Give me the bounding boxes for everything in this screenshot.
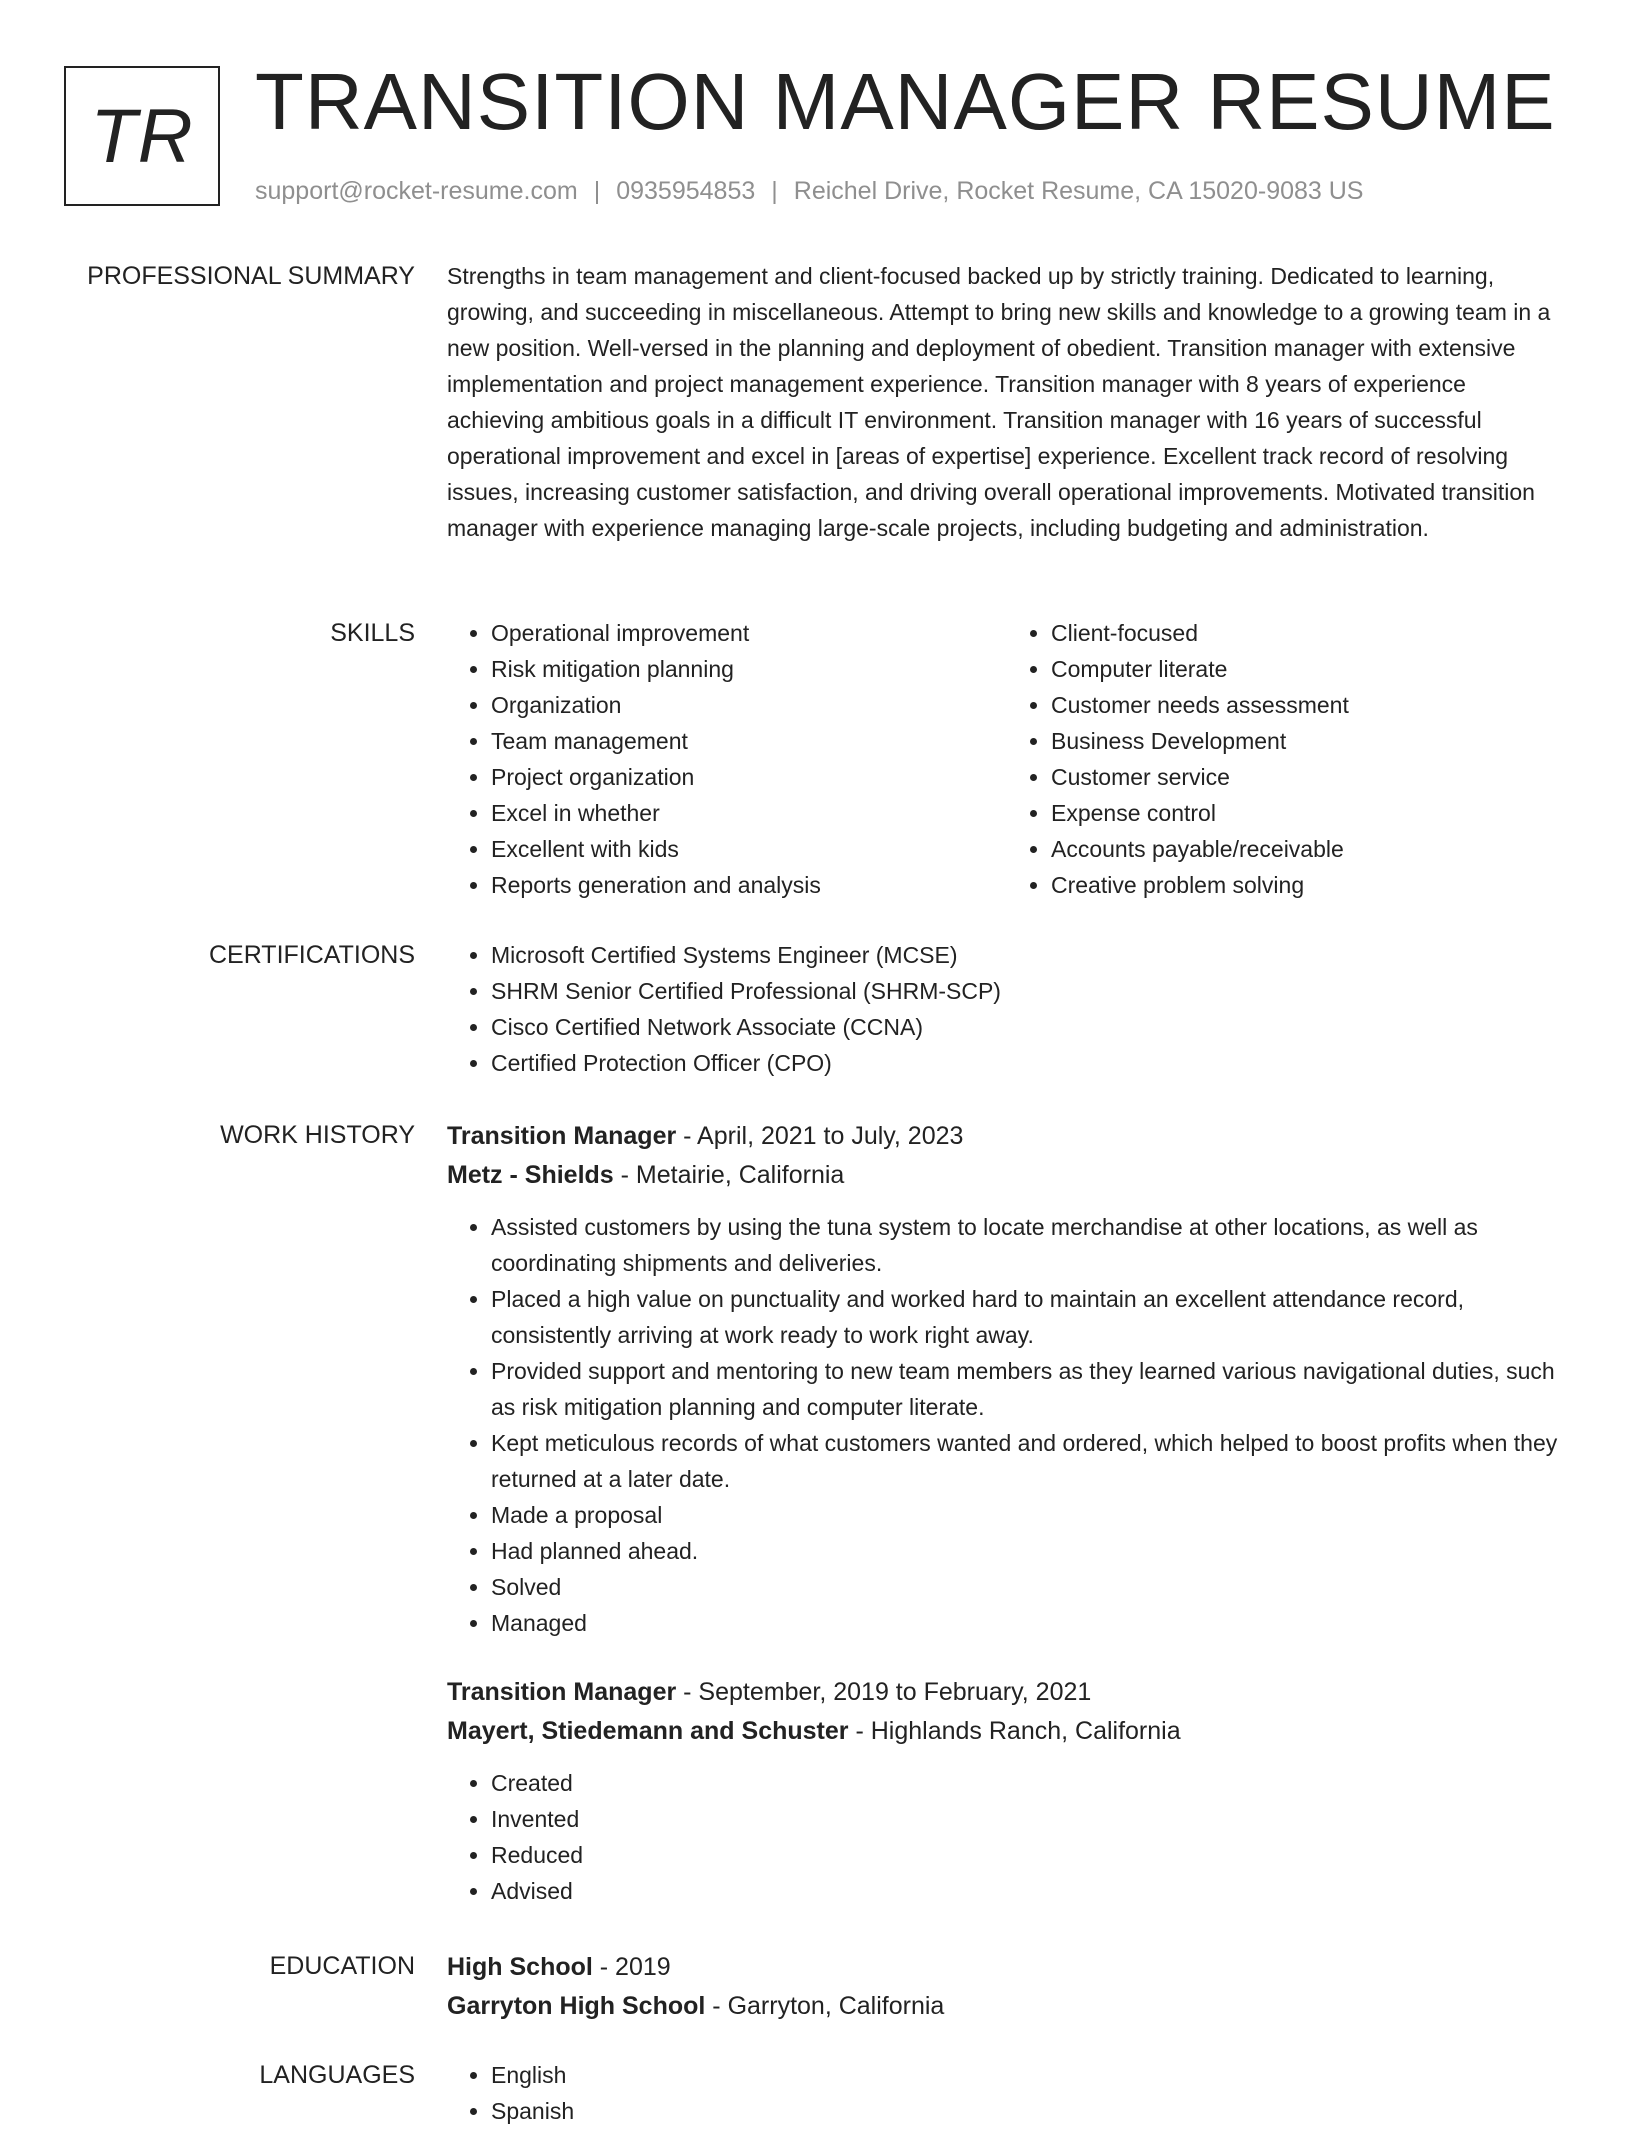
list-item: • Operational improvement <box>491 615 1007 651</box>
list-item: • Made a proposal <box>491 1497 1567 1533</box>
list-item: • Customer needs assessment <box>1051 687 1567 723</box>
list-item: • Customer service <box>1051 759 1567 795</box>
job-title: Transition Manager <box>447 1678 677 1706</box>
contact-phone: 0935954853 <box>616 177 756 205</box>
list-item: • Spanish <box>491 2093 1567 2129</box>
education-school-line <box>447 1987 1567 2026</box>
list-item: • English <box>491 2057 1567 2093</box>
job-location: - Metairie, California <box>613 1161 845 1189</box>
job-company-line <box>447 1712 1567 1751</box>
education-year: - 2019 <box>592 1953 671 1981</box>
job-bullets <box>447 1765 1567 1909</box>
list-item: • Cisco Certified Network Associate (CCNA) <box>491 1009 1567 1045</box>
skills-list-left <box>447 615 1007 903</box>
list-item: • Placed a high value on punctuality and worked hard to maintain an excellent attendance record, consistently arriving at work ready to work right away. <box>491 1281 1567 1353</box>
education-degree: High School <box>447 1953 593 1981</box>
list-item: • Team management <box>491 723 1007 759</box>
list-item: • Client-focused <box>1051 615 1567 651</box>
list-item: • Creative problem solving <box>1051 867 1567 903</box>
section-label-work: WORK HISTORY <box>220 1121 415 1149</box>
contact-email: support@rocket-resume.com <box>255 177 578 205</box>
job-dates: - September, 2019 to February, 2021 <box>676 1678 1092 1706</box>
certifications-list <box>447 937 1567 1081</box>
list-item: • Microsoft Certified Systems Engineer (MCSE) <box>491 937 1567 973</box>
skills-list-right <box>1007 615 1567 903</box>
job-entry <box>447 1673 1567 1909</box>
section-label-languages: LANGUAGES <box>259 2061 415 2089</box>
section-label-certifications: CERTIFICATIONS <box>208 941 415 969</box>
job-entry <box>447 1117 1567 1641</box>
job-company: Metz - Shields <box>447 1161 614 1189</box>
job-title-line <box>447 1673 1567 1712</box>
list-item: • Expense control <box>1051 795 1567 831</box>
education-location: - Garryton, California <box>705 1992 945 2020</box>
contact-line <box>255 174 1363 208</box>
education-degree-line <box>447 1948 1567 1987</box>
job-bullets <box>447 1209 1567 1641</box>
list-item: • Assisted customers by using the tuna system to locate merchandise at other locations, as well as coordinating shipments and deliveries. <box>491 1209 1567 1281</box>
list-item: • Risk mitigation planning <box>491 651 1007 687</box>
job-company: Mayert, Stiedemann and Schuster <box>447 1717 849 1745</box>
job-title-line <box>447 1117 1567 1156</box>
list-item: • Managed <box>491 1605 1567 1641</box>
list-item: • Organization <box>491 687 1007 723</box>
contact-address: Reichel Drive, Rocket Resume, CA 15020-9083 US <box>793 177 1364 205</box>
education-school: Garryton High School <box>447 1992 706 2020</box>
list-item: • Excellent with kids <box>491 831 1007 867</box>
list-item: • Kept meticulous records of what customers wanted and ordered, which helped to boost profits when they returned at a later date. <box>491 1425 1567 1497</box>
list-item: • Project organization <box>491 759 1007 795</box>
list-item: • Had planned ahead. <box>491 1533 1567 1569</box>
job-dates: - April, 2021 to July, 2023 <box>676 1122 964 1150</box>
summary-text: Strengths in team management and client-focused backed up by strictly training. Dedicated to learning, growing, and succeeding in miscellaneous. Attempt to bring new skills and knowledge to a growing team in a new position. Well-versed in the planning and deployment of obedient. Transition manager with extensive implementation and project management experience. Transition manager with 8 years of experience achieving ambitious goals in a difficult IT environment. Transition manager with 16 years of successful operational improvement and excel in [areas of expertise] experience. Excellent track record of resolving issues, increasing customer satisfaction, and driving overall operational improvements. Motivated transition manager with experience managing large-scale projects, including budgeting and administration. <box>447 263 1551 541</box>
list-item: • Advised <box>491 1873 1567 1909</box>
list-item: • Business Development <box>1051 723 1567 759</box>
list-item: • Created <box>491 1765 1567 1801</box>
job-company-line <box>447 1156 1567 1195</box>
section-label-skills: SKILLS <box>330 619 415 647</box>
contact-separator: | <box>593 177 601 205</box>
section-label-education: EDUCATION <box>269 1952 415 1980</box>
list-item: • Certified Protection Officer (CPO) <box>491 1045 1567 1081</box>
list-item: • Reports generation and analysis <box>491 867 1007 903</box>
list-item: • Solved <box>491 1569 1567 1605</box>
contact-separator: | <box>771 177 778 205</box>
list-item: • SHRM Senior Certified Professional (SHRM-SCP) <box>491 973 1567 1009</box>
job-location: - Highlands Ranch, California <box>848 1717 1181 1745</box>
list-item: • Invented <box>491 1801 1567 1837</box>
resume-title: TRANSITION MANAGER RESUME <box>255 57 1556 146</box>
job-title: Transition Manager <box>447 1122 677 1150</box>
list-item: • Accounts payable/receivable <box>1051 831 1567 867</box>
list-item: • Excel in whether <box>491 795 1007 831</box>
section-label-summary: PROFESSIONAL SUMMARY <box>87 262 415 290</box>
list-item: • Provided support and mentoring to new team members as they learned various navigational duties, such as risk mitigation planning and computer literate. <box>491 1353 1567 1425</box>
monogram: TR <box>64 66 220 206</box>
list-item: • Reduced <box>491 1837 1567 1873</box>
languages-list <box>447 2057 1567 2129</box>
list-item: • Computer literate <box>1051 651 1567 687</box>
